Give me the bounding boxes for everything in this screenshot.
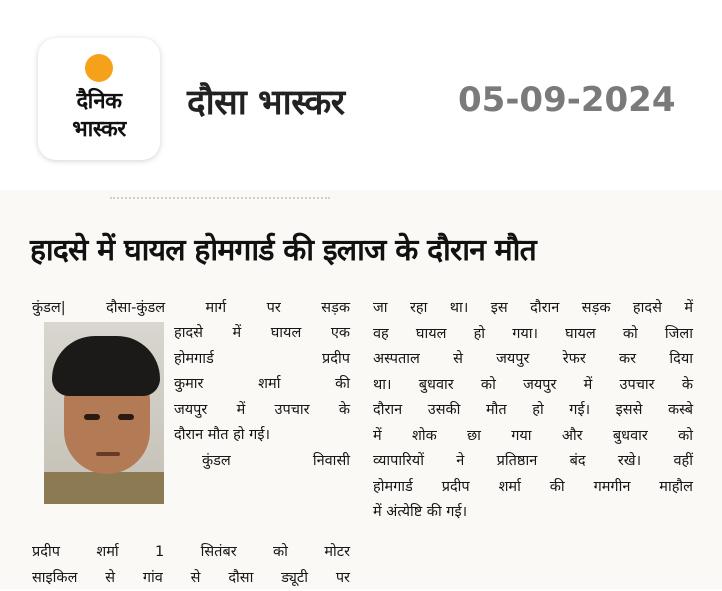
- photo-shirt: [44, 472, 164, 504]
- dainik-bhaskar-logo: [38, 38, 160, 160]
- article-col1-bottom-text: [32, 540, 350, 591]
- homeguard-portrait-photo: [44, 322, 164, 504]
- text-line: कुमार शर्मा की: [174, 372, 350, 398]
- text-line: जयपुर में उपचार के: [174, 398, 350, 424]
- article-col1-first-line: [32, 296, 350, 322]
- text-line: जा रहा था। इस दौरान सड़क हादसे में: [373, 296, 693, 322]
- edition-date: 05-09-2024: [458, 80, 675, 120]
- text-line: अस्पताल से जयपुर रेफर कर दिया: [373, 347, 693, 373]
- text-line: व्यापारियों ने प्रतिष्ठान बंद रखे। वहीं: [373, 449, 693, 475]
- text-line: कुंडल निवासी: [174, 449, 350, 475]
- photo-eye: [118, 414, 134, 420]
- logo-text-line2: भास्कर: [38, 113, 160, 143]
- text-line: दौरान उसकी मौत हो गई। इससे कस्बे: [373, 398, 693, 424]
- article-headline: हादसे में घायल होमगार्ड की इलाज के दौरान मौत: [30, 228, 536, 269]
- header: [0, 0, 722, 190]
- text-line: दौरान मौत हो गई।: [174, 423, 350, 449]
- text-line: साइकिल से गांव से दौसा ड्यूटी पर: [32, 566, 350, 591]
- text-line: था। बुधवार को जयपुर में उपचार के: [373, 373, 693, 399]
- dotted-divider: [110, 197, 330, 201]
- text-line: वह घायल हो गया। घायल को जिला: [373, 322, 693, 348]
- text-line: होमगार्ड प्रदीप: [174, 347, 350, 373]
- text-line: हादसे में घायल एक: [174, 321, 350, 347]
- text-line: में शोक छा गया और बुधवार को: [373, 424, 693, 450]
- text-line: प्रदीप शर्मा 1 सितंबर को मोटर: [32, 540, 350, 566]
- edition-title: दौसा भास्कर: [187, 78, 345, 125]
- article-col1-wrap-text: [174, 321, 350, 474]
- photo-eye: [84, 414, 100, 420]
- text-line: में अंत्येष्टि की गई।: [373, 500, 693, 526]
- logo-text-line1: दैनिक: [38, 85, 160, 115]
- sun-icon: [85, 54, 113, 82]
- text-line: कुंडल| दौसा-कुंडल मार्ग पर सड़क: [32, 296, 350, 322]
- article-col2: [373, 296, 693, 526]
- text-line: होमगार्ड प्रदीप शर्मा की गमगीन माहौल: [373, 475, 693, 501]
- photo-mouth: [96, 452, 120, 456]
- photo-hair: [52, 336, 160, 396]
